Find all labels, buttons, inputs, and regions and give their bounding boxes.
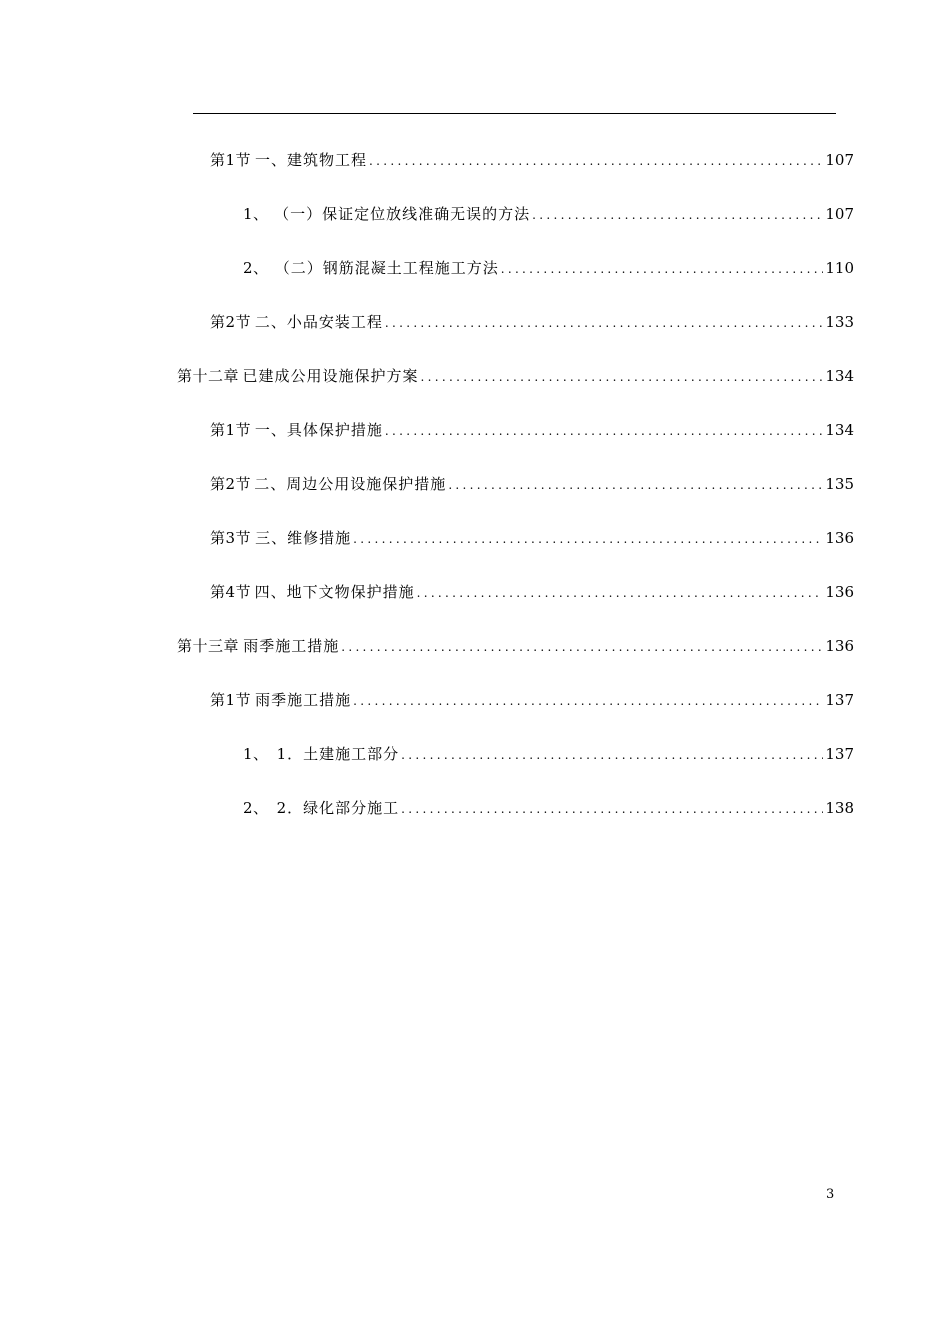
toc-entry[interactable] [210, 473, 854, 495]
toc-entry-page: 136 [825, 529, 854, 547]
toc-entry-page: 136 [825, 637, 854, 655]
toc-entry-page: 137 [825, 691, 854, 709]
toc-dot-leader [501, 258, 824, 279]
toc-entry-page: 136 [825, 583, 854, 601]
toc-entry-page: 138 [825, 799, 854, 817]
toc-entry-number: 第1节 [210, 151, 252, 169]
toc-entry[interactable] [210, 689, 854, 711]
toc-entry-number: 第十二章 [177, 367, 240, 385]
toc-dot-leader [401, 744, 823, 765]
toc-entry-title: 雨季施工措施 [243, 637, 340, 655]
toc-dot-leader [421, 366, 824, 387]
toc-entry-number: 1、 [243, 745, 269, 763]
toc-dot-leader [385, 420, 824, 441]
toc-entry-title: 二、小品安装工程 [254, 313, 383, 331]
toc-entry-number: 第4节 [210, 583, 252, 601]
toc-entry[interactable] [243, 203, 854, 225]
toc-entry-page: 110 [825, 259, 854, 277]
header-rule [193, 113, 836, 114]
toc-dot-leader [385, 312, 824, 333]
toc-entry[interactable] [177, 365, 854, 387]
toc-entry[interactable] [243, 797, 854, 819]
toc-entry-title: 四、地下文物保护措施 [254, 583, 415, 601]
toc-entry-title: 1．土建施工部分 [276, 745, 400, 763]
toc-entry[interactable] [210, 581, 854, 603]
toc-entry-page: 134 [825, 421, 854, 439]
toc-entry-page: 134 [825, 367, 854, 385]
toc-dot-leader [417, 582, 824, 603]
toc-entry-title: 一、具体保护措施 [254, 421, 383, 439]
toc-entry-number: 第十三章 [177, 637, 240, 655]
toc-entry-number: 第2节 [210, 313, 252, 331]
toc-entry-number: 2、 [243, 799, 269, 817]
toc-entry-page: 107 [825, 205, 854, 223]
toc-dot-leader [532, 204, 823, 225]
toc-entry-title: 三、维修措施 [255, 529, 352, 547]
toc-dot-leader [369, 150, 823, 171]
toc-entry-title: （一）保证定位放线准确无误的方法 [274, 205, 531, 223]
toc-dot-leader [353, 528, 823, 549]
toc-entry-page: 135 [825, 475, 854, 493]
toc-entry[interactable] [243, 743, 854, 765]
toc-entry-page: 133 [825, 313, 854, 331]
toc-dot-leader [353, 690, 823, 711]
toc-entry-title: 2．绿化部分施工 [276, 799, 400, 817]
toc-entry-title: （二）钢筋混凝土工程施工方法 [274, 259, 499, 277]
toc-entry[interactable] [243, 257, 854, 279]
page-number: 3 [826, 1187, 835, 1202]
toc-entry[interactable] [210, 527, 854, 549]
toc-entry-number: 1、 [243, 205, 269, 223]
toc-entry-number: 第1节 [210, 691, 252, 709]
toc-entry-number: 第1节 [210, 421, 252, 439]
toc-entry-title: 一、建筑物工程 [254, 151, 367, 169]
toc-entry-number: 第3节 [210, 529, 252, 547]
toc-dot-leader [448, 474, 823, 495]
toc-entry-number: 2、 [243, 259, 269, 277]
toc-dot-leader [401, 798, 823, 819]
toc-dot-leader [341, 636, 823, 657]
toc-entry[interactable] [177, 635, 854, 657]
toc-entry[interactable] [210, 311, 854, 333]
toc-entry-number: 第2节 [210, 475, 252, 493]
toc-entry-title: 已建成公用设施保护方案 [242, 367, 419, 385]
toc-entry-page: 107 [825, 151, 854, 169]
toc-entry-title: 雨季施工措施 [255, 691, 352, 709]
toc-entry-title: 二、周边公用设施保护措施 [254, 475, 447, 493]
toc-entry[interactable] [210, 149, 854, 171]
toc-entry[interactable] [210, 419, 854, 441]
toc-entry-page: 137 [825, 745, 854, 763]
